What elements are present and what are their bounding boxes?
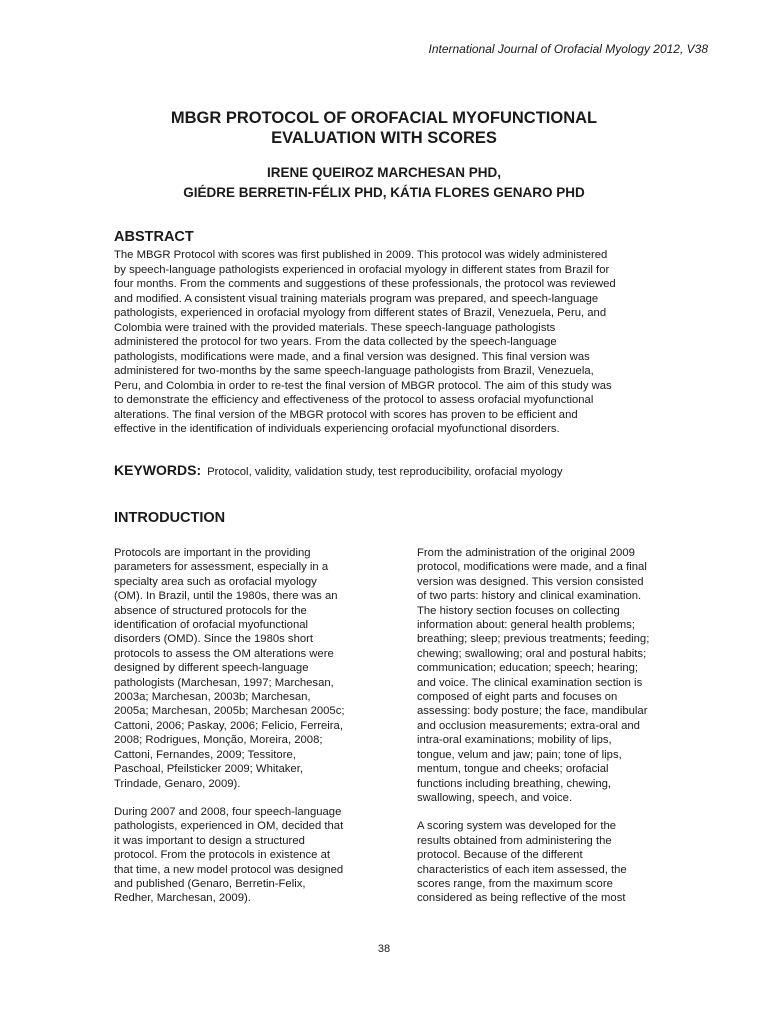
text-line: functions including breathing, chewing, (417, 777, 612, 790)
text-line: swallowing, speech, and voice. (417, 791, 573, 804)
introduction-right-column (417, 546, 679, 906)
text-line: communication; education; speech; hearing; (417, 662, 639, 675)
text-line: information about: general health problems; (417, 619, 635, 632)
author-line: IRENE QUEIROZ MARCHESAN PHD, (266, 165, 501, 180)
text-line: breathing; sleep; previous treatments; feeding; (417, 633, 650, 646)
text-line: and occlusion measurements; extra-oral and (417, 719, 640, 732)
text-line: identification of orofacial myofunctional (114, 619, 309, 632)
text-line: A scoring system was developed for the (417, 820, 617, 833)
introduction-left-column (114, 546, 376, 906)
text-line: protocol. From the protocols in existence at (114, 849, 330, 862)
text-line: designed by different speech-language (114, 662, 309, 675)
text-line: 2003a; Marchesan, 2003b; Marchesan, (114, 691, 311, 704)
text-line: 2008; Rodrigues, Monção, Moreira, 2008; (114, 734, 323, 747)
text-line: The MBGR Protocol with scores was first published in 2009. This protocol was widely administered (114, 249, 608, 261)
paragraph (417, 546, 679, 805)
text-line: Colombia were trained with the provided materials. These speech-language pathologists (114, 321, 556, 334)
text-line: administered for two-months by the same speech-language pathologists from Brazil, Venezuela, (114, 365, 594, 377)
text-line: and voice. The clinical examination section is (417, 676, 643, 689)
abstract-heading: ABSTRACT (114, 229, 194, 245)
text-line: pathologists, modifications were made, and a final version was designed. This final version was (114, 350, 590, 363)
text-line: tongue, velum and jaw; pain; tone of lips, (417, 748, 622, 761)
text-line: pathologists, experienced in orofacial myology from different states of Brazil, Venezuela, Peru, and (114, 307, 607, 319)
keywords-text: Protocol, validity, validation study, test reproducibility, orofacial myology (207, 466, 563, 478)
text-line: assessing: body posture; the face, mandibular (417, 705, 648, 718)
journal-header: International Journal of Orofacial Myology 2012, V38 (428, 42, 708, 56)
abstract-text (114, 248, 659, 437)
text-line: and published (Genaro, Berretin-Felix, (114, 877, 306, 890)
text-line: composed of eight parts and focuses on (417, 691, 618, 704)
text-line: (OM). In Brazil, until the 1980s, there was an (114, 590, 338, 603)
text-line: specialty area such as orofacial myology (114, 575, 317, 588)
text-line: The history section focuses on collecting (417, 604, 620, 617)
author-line: GIÉDRE BERRETIN-FÉLIX PHD, KÁTIA FLORES GENARO PHD (183, 185, 585, 200)
text-line: scores range, from the maximum score (417, 877, 613, 890)
text-line: disorders (OMD). Since the 1980s short (114, 633, 314, 646)
text-line: 2005a; Marchesan, 2005b; Marchesan 2005c; (114, 705, 345, 718)
text-line: pathologists (Marchesan, 1997; Marchesan, (114, 676, 334, 689)
text-line: protocol. Because of the different (417, 849, 583, 862)
paper-title-line: MBGR PROTOCOL OF OROFACIAL MYOFUNCTIONAL (170, 109, 598, 127)
text-line: of two parts: history and clinical examination. (417, 590, 642, 603)
paragraph (114, 805, 376, 906)
introduction-heading: INTRODUCTION (114, 510, 226, 526)
text-line: protocol, modifications were made, and a final (417, 561, 647, 574)
text-line: Paschoal, Pfeilsticker 2009; Whitaker, (114, 763, 303, 776)
text-line: absence of structured protocols for the (114, 604, 307, 617)
text-line: characteristics of each item assessed, the (417, 863, 627, 876)
text-line: parameters for assessment, especially in a (114, 561, 329, 574)
text-line: intra-oral examinations; mobility of lips, (417, 734, 612, 747)
text-line: Peru, and Colombia in order to re-test the final version of MBGR protocol. The aim of this study was (114, 379, 612, 392)
paragraph (417, 819, 679, 905)
text-line: considered as being reflective of the most (417, 892, 626, 905)
text-line: pathologists, experienced in OM, decided that (114, 820, 344, 833)
text-line: effective in the identification of individuals experiencing orofacial myofunctional disorders. (114, 423, 560, 435)
text-line: by speech-language pathologists experienced in orofacial myology in different states from Brazil for (114, 263, 610, 276)
text-line: protocols to assess the OM alterations were (114, 647, 334, 660)
text-line: Trindade, Genaro, 2009). (114, 777, 241, 790)
text-line: Redher, Marchesan, 2009). (114, 892, 251, 905)
text-line: to demonstrate the efficiency and effectiveness of the protocol to assess orofacial myofunctional (114, 394, 594, 406)
paragraph (114, 546, 376, 791)
page-number: 38 (377, 943, 391, 955)
paper-title (0, 108, 768, 148)
text-line: chewing; swallowing; oral and postural habits; (417, 647, 647, 660)
keywords-label: KEYWORDS: (114, 462, 202, 478)
text-line: mentum, tongue and cheeks; orofacial (417, 763, 609, 776)
keywords (114, 462, 563, 480)
text-line: that time, a new model protocol was designed (114, 863, 344, 876)
text-line: and modified. A consistent visual training materials program was prepared, and speech-language (114, 292, 599, 305)
text-line: alterations. The final version of the MBGR protocol with scores has proven to be efficient and (114, 408, 578, 421)
text-line: results obtained from administering the (417, 834, 612, 847)
text-line: Cattoni, 2006; Paskay, 2006; Felicio, Ferreira, (114, 719, 343, 732)
text-line: From the administration of the original 2009 (417, 547, 635, 559)
text-line: Cattoni, Fernandes, 2009; Tessitore, (114, 748, 296, 761)
text-line: it was important to design a structured (114, 834, 305, 847)
author-list (0, 163, 768, 203)
text-line: four months. From the comments and suggestions of these professionals, the protocol was reviewed (114, 278, 616, 290)
text-line: version was designed. This version consisted (417, 575, 644, 588)
text-line: Protocols are important in the providing (114, 547, 311, 559)
paper-title-line: EVALUATION WITH SCORES (271, 129, 497, 147)
text-line: During 2007 and 2008, four speech-language (114, 805, 342, 818)
text-line: administered the protocol for two years. From the data collected by the speech-language (114, 336, 557, 348)
